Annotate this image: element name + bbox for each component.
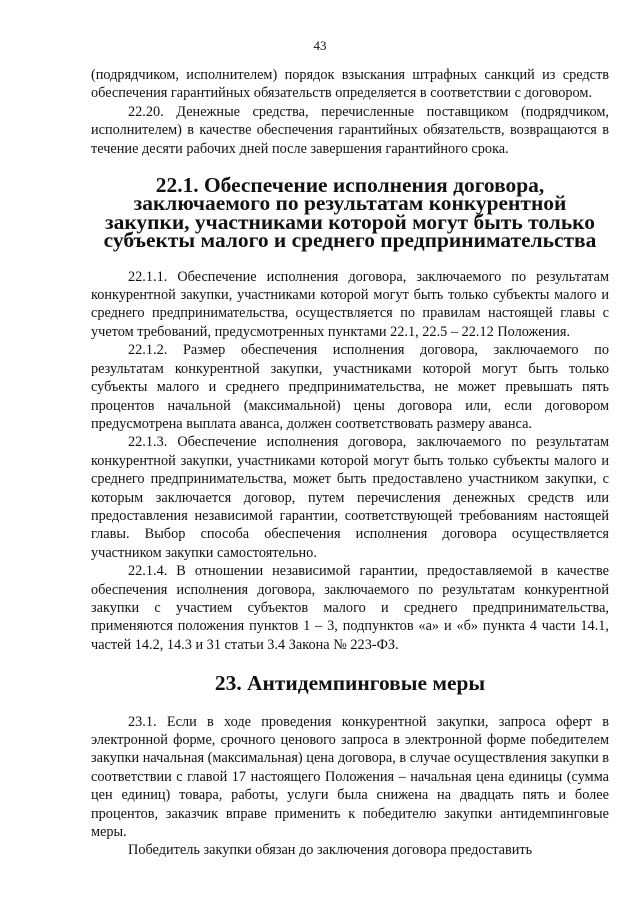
paragraph-23-1-continuation: Победитель закупки обязан до заключения договора предоставить — [128, 842, 533, 859]
paragraph-22-1-2: 22.1.2. Размер обеспечения исполнения договора, заключаемого по результатам конкурентной закупки, участниками которой могут быть только субъекты малого и среднего предпринимательства, не может превышать пять процентов начальной (максимальной) цены договора или, если договором предусмотрена выплата аванса, должен соответствовать размеру аванса. — [91, 342, 609, 432]
paragraph-22-1-3: 22.1.3. Обеспечение исполнения договора, заключаемого по результатам конкурентной закупки, участниками которой могут быть только субъекты малого и среднего предпринимательства, может быть предоставлено участником закупки, с которым заключается договор, путем перечисления денежных средств или предоставления независимой гарантии, соответствующей требованиям настоящей главы. Выбор способа обеспечения исполнения договора осуществляется участником закупки самостоятельно. — [91, 434, 609, 561]
document-body — [91, 66, 609, 860]
paragraph-22-20: 22.20. Денежные средства, перечисленные поставщиком (подрядчиком, исполнителем) в качестве обеспечения гарантийных обязательств, возвращаются в течение десяти рабочих дней после завершения гарантийного срока. — [91, 103, 609, 157]
paragraph-22-1-4: 22.1.4. В отношении независимой гарантии, предоставляемой в качестве обеспечения исполнения договора, заключаемого по результатам конкурентной закупки с участием субъектов малого и среднего предпринимательства, применяются положения пунктов 1 – 3, подпунктов «а» и «б» пункта 4 части 14.1, частей 14.2, 14.3 и 31 статьи 3.4 Закона № 223-ФЗ. — [91, 563, 609, 653]
section-heading-23: 23. Антидемпинговые меры — [214, 671, 486, 696]
page-number: 43 — [313, 38, 327, 53]
paragraph-23-1: 23.1. Если в ходе проведения конкурентной закупки, запроса оферт в электронной форме, срочного ценового запроса в электронной форме победителем закупки начальная (максимальная) цена договора, в случае осуществления закупки в соответствии с главой 17 настоящего Положения – начальная цена единицы (сумма цен единиц) товара, работы, услуги была снижена на двадцать пять и более процентов, заказчик вправе применить к победителю закупки антидемпинговые меры. — [91, 713, 609, 841]
paragraph-continuation: (подрядчиком, исполнителем) порядок взыскания штрафных санкций из средств обеспечения гарантийных обязательств определяется в соответствии с договором. — [91, 67, 609, 102]
paragraph-22-1-1: 22.1.1. Обеспечение исполнения договора, заключаемого по результатам конкурентной закупки, участниками которой могут быть только субъекты малого и среднего предпринимательства, осуществляется по правилам настоящей главы с учетом требований, предусмотренных пунктами 22.1, 22.5 – 22.12 Положения. — [91, 268, 609, 340]
section-heading-22-1: 22.1. Обеспечение исполнения договора, заключаемого по результатам конкурентной закупки, участниками которой могут быть только субъекты малого и среднего предпринимательства — [103, 173, 597, 253]
